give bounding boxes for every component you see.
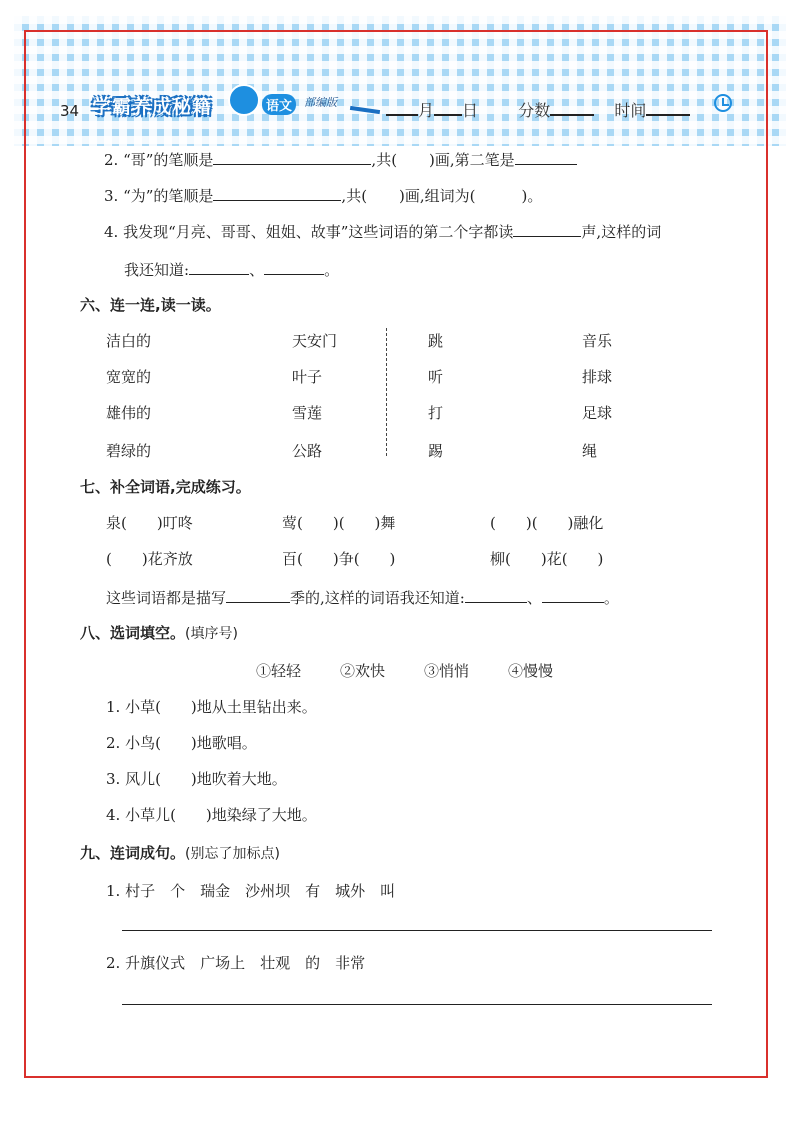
blank[interactable]	[542, 586, 604, 603]
date-score-fields	[386, 98, 690, 121]
answer-line[interactable]	[122, 930, 712, 931]
fill-question[interactable]: 3. 风儿( )地吹着大地。	[106, 770, 287, 788]
option: ①轻轻	[256, 662, 302, 680]
day-blank[interactable]	[434, 100, 462, 116]
match-item[interactable]: 叶子	[292, 368, 323, 386]
section8-note: (填序号)	[185, 626, 238, 642]
match-item[interactable]: 音乐	[582, 332, 613, 350]
match-item[interactable]: 足球	[582, 404, 613, 422]
section8-title: 八、选词填空。(填序号)	[80, 624, 238, 642]
match-item[interactable]: 听	[428, 368, 444, 386]
time-label: 时间	[614, 101, 647, 120]
answer-line[interactable]	[122, 1004, 712, 1005]
mascot-icon	[228, 84, 260, 116]
page-number: 34	[60, 102, 80, 120]
match-item[interactable]: 踢	[428, 442, 444, 460]
blank[interactable]	[213, 184, 341, 201]
score-blank[interactable]	[550, 100, 594, 116]
word-fill[interactable]: ( )花齐放	[106, 550, 193, 568]
fill-question[interactable]: 1. 小草( )地从土里钻出来。	[106, 698, 317, 716]
section7-title: 七、补全词语,完成练习。	[80, 478, 251, 496]
sentence-question: 1. 村子 个 瑞金 沙州坝 有 城外 叫	[106, 882, 396, 900]
match-item[interactable]: 绳	[582, 442, 598, 460]
match-item[interactable]: 洁白的	[106, 332, 152, 350]
match-item[interactable]: 公路	[292, 442, 323, 460]
q5-2: 2. “哥”的笔顺是 ,共( )画,第二笔是	[104, 148, 577, 170]
word-fill[interactable]: ( )( )融化	[490, 514, 604, 532]
q5-3: 3. “为”的笔顺是 ,共( )画,组词为( )。	[104, 184, 542, 206]
section9-title: 九、连词成句。(别忘了加标点)	[80, 844, 280, 862]
word-fill[interactable]: 柳( )花( )	[490, 550, 604, 568]
match-item[interactable]: 跳	[428, 332, 444, 350]
blank[interactable]	[465, 586, 527, 603]
match-item[interactable]: 雪莲	[292, 404, 323, 422]
match-item[interactable]: 宽宽的	[106, 368, 152, 386]
match-item[interactable]: 打	[428, 404, 444, 422]
word-fill[interactable]: 泉( )叮咚	[106, 514, 193, 532]
month-label: 月	[418, 101, 435, 120]
month-blank[interactable]	[386, 100, 418, 116]
match-item[interactable]: 碧绿的	[106, 442, 152, 460]
match-item[interactable]: 雄伟的	[106, 404, 152, 422]
q5-4: 4. 我发现“月亮、哥哥、姐姐、故事”这些词语的第二个字都读 声,这样的词	[104, 220, 661, 242]
option: ②欢快	[340, 662, 386, 680]
section7-summary: 这些词语都是描写 季的,这样的词语我还知道: 、 。	[106, 586, 619, 608]
option: ④慢慢	[508, 662, 554, 680]
fill-question[interactable]: 4. 小草儿( )地染绿了大地。	[106, 806, 317, 824]
clock-icon	[714, 94, 732, 112]
day-label: 日	[462, 101, 479, 120]
blank[interactable]	[226, 586, 290, 603]
time-blank[interactable]	[646, 100, 690, 116]
blank[interactable]	[189, 258, 249, 275]
blank[interactable]	[264, 258, 324, 275]
blank[interactable]	[213, 148, 371, 165]
blank[interactable]	[513, 220, 581, 237]
fill-question[interactable]: 2. 小鸟( )地歌唱。	[106, 734, 257, 752]
word-fill[interactable]: 百( )争( )	[282, 550, 396, 568]
match-item[interactable]: 排球	[582, 368, 613, 386]
q5-4-cont: 我还知道: 、 。	[124, 258, 339, 280]
score-label: 分数	[518, 101, 551, 120]
blank[interactable]	[515, 148, 577, 165]
sentence-question: 2. 升旗仪式 广场上 壮观 的 非常	[106, 954, 366, 972]
match-item[interactable]: 天安门	[292, 332, 338, 350]
edition-label: 部编版	[304, 96, 337, 109]
column-divider	[386, 328, 387, 456]
section9-note: (别忘了加标点)	[185, 846, 280, 862]
word-fill[interactable]: 莺( )( )舞	[282, 514, 396, 532]
section6-title: 六、连一连,读一读。	[80, 296, 221, 314]
subject-badge: 语文	[262, 94, 296, 115]
page-header	[56, 90, 746, 126]
option: ③悄悄	[424, 662, 470, 680]
brand-title: 学霸养成秘籍	[92, 96, 213, 118]
pen-icon	[350, 106, 380, 114]
